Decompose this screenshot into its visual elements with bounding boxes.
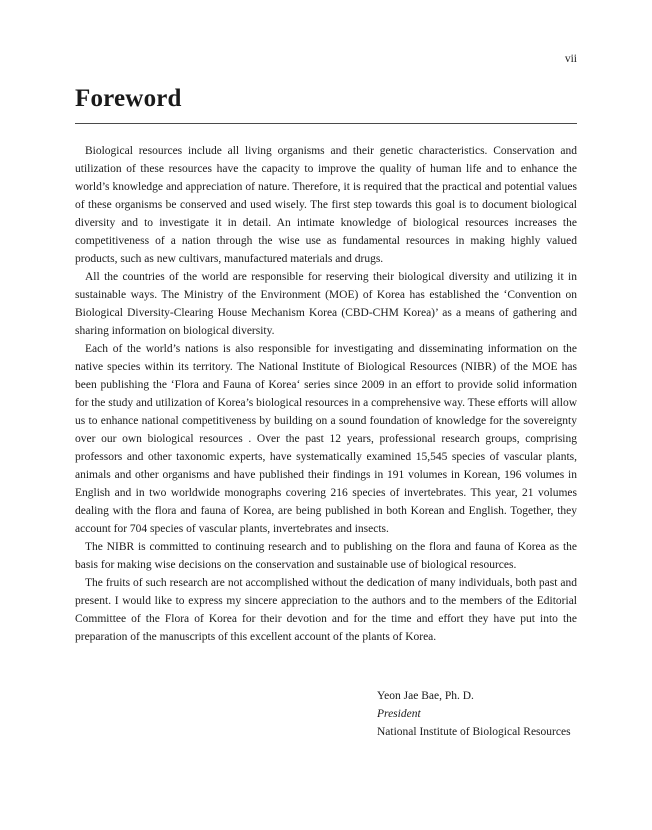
signatory-role: President — [377, 708, 421, 720]
title-rule — [75, 123, 577, 124]
signatory-organization: National Institute of Biological Resources — [377, 726, 571, 738]
paragraph: Biological resources include all living organisms and their genetic characteristics. Conservation and utilization of these resources have the capacity to improve the quality of human life and to enhance the world’s knowledge and appreciation of nature. Therefore, it is required that the practical and potential values of these organisms be conserved and used wisely. The first step towards this goal is to document biological diversity and to investigate it in detail. An intimate knowledge of biological resources increases the competitiveness of a nation through the wise use as fundamental resources in making highly valued products, such as new cultivars, manufactured materials and drugs. — [75, 145, 577, 265]
paragraph: Each of the world’s nations is also responsible for investigating and disseminating information on the native species within its territory. The National Institute of Biological Resources (NIBR) of the MOE has been publishing the ‘Flora and Fauna of Korea‘ series since 2009 in an effort to provide solid information for the study and utilization of Korea’s biological resources in a comprehensive way. These efforts will allow us to enhance national competitiveness by building on a sound foundation of knowledge for the sovereignty over our own biological resources . Over the past 12 years, professional research groups, comprising professors and other taxonomic experts, have systematically examined 15,545 species of vascular plants, animals and other organisms and have published their findings in 191 volumes in Korean, 196 volumes in English and in two worldwide monographs covering 216 species of invertebrates. This year, 21 volumes dealing with the flora and fauna of Korea, are being published in both Korean and English. Together, they account for 704 species of vascular plants, invertebrates and insects. — [75, 343, 577, 535]
paragraph: All the countries of the world are responsible for reserving their biological diversity and utilizing it in sustainable ways. The Ministry of the Environment (MOE) of Korea has established the ‘Convention on Biological Diversity-Clearing House Mechanism Korea (CBD-CHM Korea)’ as a means of gathering and sharing information on biological diversity. — [75, 271, 577, 337]
signature-block — [377, 687, 571, 741]
paragraph: The NIBR is committed to continuing research and to publishing on the flora and fauna of Korea as the basis for making wise decisions on the conservation and sustainable use of biological resources. — [75, 541, 577, 571]
paragraph: The fruits of such research are not accomplished without the dedication of many individuals, both past and present. I would like to express my sincere appreciation to the authors and to the members of the Editorial Committee of the Flora of Korea for their devotion and for the time and effort they have put into the preparation of the manuscripts of this excellent account of the plants of Korea. — [75, 577, 577, 643]
signatory-name: Yeon Jae Bae, Ph. D. — [377, 690, 474, 702]
page-number: vii — [564, 53, 577, 65]
foreword-body — [75, 142, 577, 646]
page-title: Foreword — [75, 85, 182, 112]
